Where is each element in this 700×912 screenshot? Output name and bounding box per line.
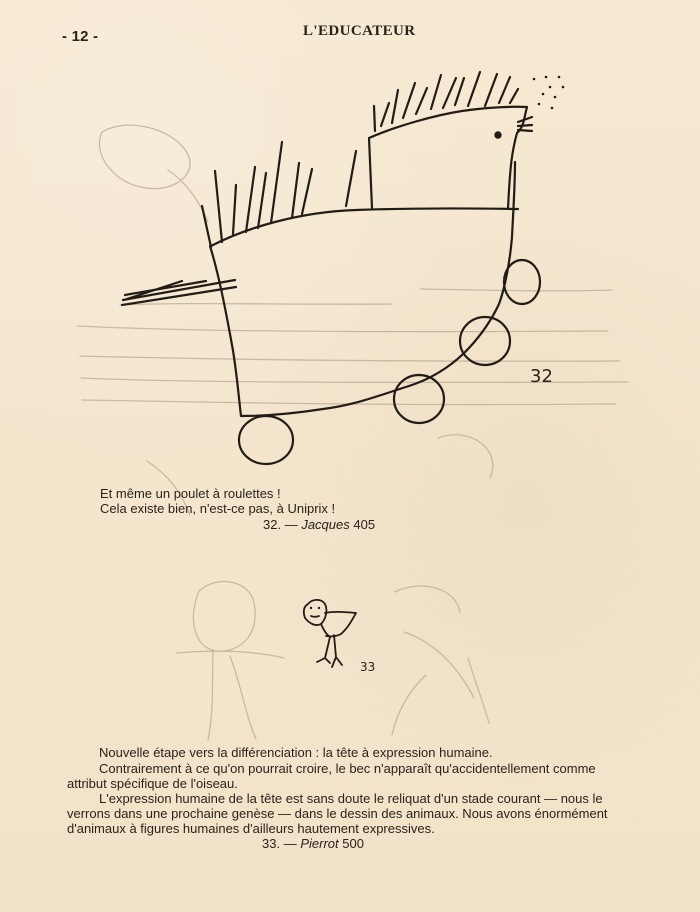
neck	[321, 624, 330, 637]
figure-32-caption	[100, 486, 420, 532]
face-features	[310, 607, 320, 609]
figure-32-number: 32	[530, 366, 553, 387]
figure-32-credit	[263, 517, 420, 532]
chicken-on-wheels-drawing	[118, 70, 568, 470]
wheel-right	[460, 317, 510, 365]
feathers-head	[374, 72, 518, 131]
credit-code: 405	[353, 517, 376, 532]
head-outline	[304, 600, 327, 625]
legs	[317, 635, 342, 667]
feathers-back	[202, 142, 356, 247]
wheel-top-right	[504, 260, 540, 304]
body-text	[67, 745, 627, 851]
dotted-crest	[533, 76, 565, 110]
figure-33-number: 33	[360, 660, 376, 674]
caption-line-1: Et même un poulet à roulettes !	[100, 486, 281, 501]
credit-name: Jacques	[301, 517, 350, 532]
journal-title: L'EDUCATEUR	[303, 23, 416, 39]
caption-line-2: Cela existe bien, n'est-ce pas, à Uniprix !	[100, 501, 336, 516]
body-outline	[325, 612, 356, 637]
page-number: - 12 -	[62, 28, 99, 45]
credit-number: 33.	[262, 836, 281, 851]
figure-33-drawing	[299, 596, 361, 676]
credit-number: 32.	[263, 517, 282, 532]
paragraph-3: L'expression humaine de la tête est sans doute le reliquat d'un stade courant — nous le verrons dans une prochaine genèse — dans le dessin des animaux. Nous avons énormément d'animaux à figures humaines d'ailleurs hautement expressives.	[67, 791, 608, 836]
credit-dash: —	[283, 836, 297, 851]
paragraph-2: Contrairement à ce qu'on pourrait croire, le bec n'apparaît qu'accidentellement comme attribut spécifique de l'oiseau.	[67, 761, 596, 791]
body-outline	[210, 162, 515, 416]
mouth	[311, 616, 319, 617]
paragraph-1: Nouvelle étape vers la différenciation : la tête à expression humaine.	[99, 745, 493, 760]
wheel-left	[239, 416, 293, 464]
figure-32-drawing	[118, 70, 568, 470]
credit-code: 500	[342, 836, 364, 851]
bird-with-human-face-drawing	[299, 596, 361, 676]
credit-name: Pierrot	[300, 836, 339, 851]
eye	[494, 131, 501, 138]
credit-dash: —	[284, 517, 298, 532]
figure-33-credit	[262, 836, 627, 851]
